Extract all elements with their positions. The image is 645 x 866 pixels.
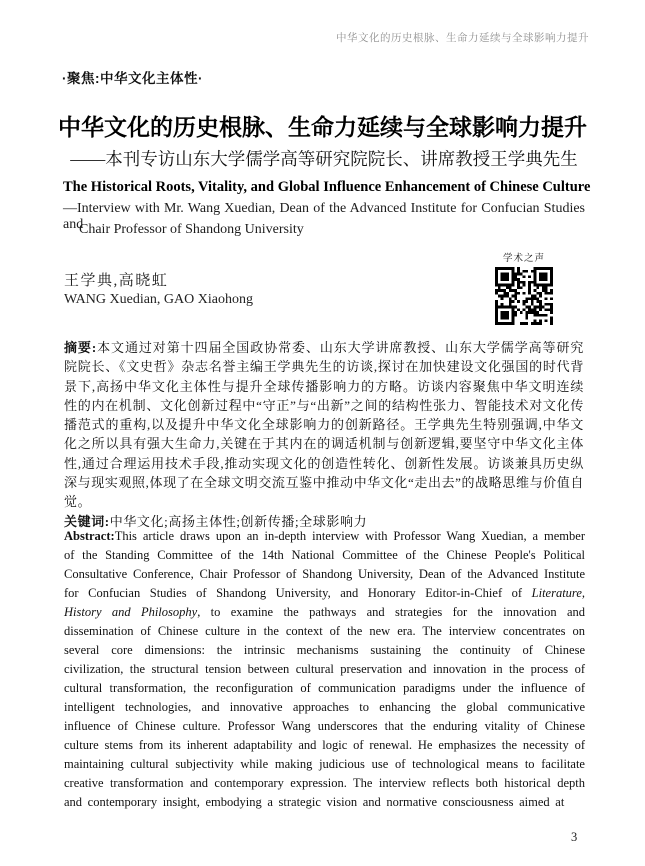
article-title-en bbox=[63, 179, 591, 196]
qr-label: 学术之声 bbox=[502, 253, 545, 264]
abstract-en-part2: , to examine the pathways and strategies for the innovation and dissemination of Chinese culture in the context of the new era. The interview concentrates on several core dimensions: the intrinsic mechanisms sustaining the continuity of Chinese civilization, the structural tension between cultural preservation and innovation in the process of cultural transformation, the reconfiguration of communication paradigms under the influence of intelligent technologies, and innovative approaches to enhancing the global communicative influence of Chinese culture. Professor Wang underscores that the enduring vitality of Chinese culture stems from its inherent adaptability and logic of renewal. He emphasizes the necessity of maintaining cultural subjectivity while making judicious use of technological means to facilitate creative transformation and contemporary expression. The interview reflects both historical depth and contemporary insight, embodying a strategic vision and normative consciousness aimed at bbox=[64, 605, 585, 809]
article-subtitle-zh: ——本刊专访山东大学儒学高等研究院院长、讲席教授王学典先生 bbox=[70, 149, 578, 169]
abstract-zh-text: 本文通过对第十四届全国政协常委、山东大学讲席教授、山东大学儒学高等研究院院长、《文史哲》杂志名誉主编王学典先生的访谈,探讨在加快建设文化强国的时代背景下,高扬中华文化主体性与提升全球传播影响力的方略。访谈内容聚焦中华文明连续性的内在机制、文化创新过程中“守正”与“出新”之间的结构性张力、智能技术对文化传播范式的重构,以及提升中华文化全球影响力的创新路径。王学典先生特别强调,中华文化之所以具有强大生命力,关键在于其内在的调适机制与创新逻辑,要坚守中华文化主体性,通过合理运用技术手段,推动实现文化的创造性转化、创新性发展。访谈兼具历史纵深与现实观照,体现了在全球文明交流互鉴中推动中华文化“走出去”的战略思维与价值自觉。 bbox=[64, 340, 584, 510]
authors-en: WANG Xuedian, GAO Xiaohong bbox=[64, 292, 253, 307]
page-number: 3 bbox=[571, 830, 578, 844]
abstract-en-label: Abstract: bbox=[64, 529, 115, 543]
running-head: 中华文化的历史根脉、生命力延续与全球影响力提升 bbox=[336, 32, 589, 44]
abstract-zh bbox=[64, 338, 584, 512]
abstract-en-journal-title: Literature, History and Philosophy bbox=[64, 586, 585, 619]
article-subtitle-en-line2: Chair Professor of Shandong University bbox=[79, 222, 304, 237]
keywords-text: 中华文化;高扬主体性;创新传播;全球影响力 bbox=[109, 513, 368, 529]
authors-zh: 王学典,高晓虹 bbox=[64, 273, 169, 289]
keywords-label: 关键词: bbox=[64, 513, 110, 529]
abstract-en bbox=[64, 527, 585, 812]
qr-code-icon bbox=[495, 267, 553, 330]
article-subtitle-en-line1: —Interview with Mr. Wang Xuedian, Dean of the Advanced Institute for Confucian Studies and bbox=[63, 201, 585, 232]
abstract-en-part1: This article draws upon an in-depth interview with Professor Wang Xuedian, a member of the Standing Committee of the 14th National Committee of the Chinese People's Political Consultative Conference, Chair Professor of Shandong University, Dean of the Advanced Institute for Confucian Studies of Shandong University, and Honorary Editor-in-Chief of bbox=[64, 529, 585, 600]
article-title-en-text: The Historical Roots, Vitality, and Global Influence Enhancement of Chinese Culture bbox=[63, 179, 591, 195]
abstract-zh-block bbox=[64, 338, 584, 531]
section-focus-label: ·聚焦:中华文化主体性· bbox=[62, 71, 203, 86]
abstract-zh-label: 摘要: bbox=[64, 340, 97, 355]
article-title-zh: 中华文化的历史根脉、生命力延续与全球影响力提升 bbox=[58, 115, 587, 140]
qr-block bbox=[492, 250, 556, 330]
